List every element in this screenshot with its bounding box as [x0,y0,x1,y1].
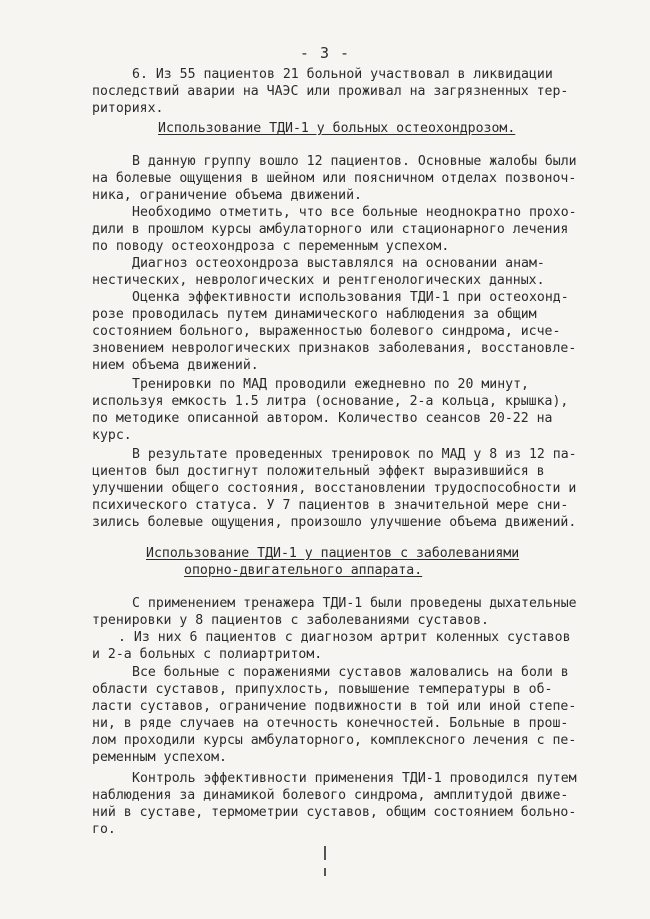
text-line: зновением неврологических признаков заболевания, восстановле- [92,341,577,356]
text-line: нием объема движений. [92,358,259,373]
text-line: Тренировки по МАД проводили ежедневно по 20 минут, [132,377,529,392]
text-line: С применением тренажера ТДИ-1 были проведены дыхательные [132,596,577,611]
text-line: розе проводилась путем динамического наблюдения за общим [92,307,537,322]
text-line: ласти суставов, ограничение подвижности в той или иной степе- [92,699,577,714]
text-line: нестических, неврологических и рентгенологических данных. [92,273,545,288]
text-line: ни, в ряде случаев на отечность конечностей. Больные в прош- [92,716,569,731]
text-line: ника, ограничение объема движений. [92,188,362,203]
text-line: циентов был достигнут положительный эффект выразившийся в [92,464,545,479]
text-line: . Из них 6 пациентов с диагнозом артрит коленных суставов [118,630,571,645]
text-line: В результате проведенных тренировок по МАД у 8 из 12 па- [132,447,577,462]
text-line: наблюдения за динамикой болевого синдрома, амплитудой движе- [92,788,569,803]
text-line: Оценка эффективности использования ТДИ-1 при остеохонд- [132,290,569,305]
text-line: Необходимо отметить, что все больные неоднократно прохо- [132,205,577,220]
text-line: используя емкость 1.5 литра (основание, 2-а кольца, крышка), [92,394,569,409]
text-line: курс. [92,428,132,443]
text-line: последствий аварии на ЧАЭС или проживал на загрязненных тер- [92,84,569,99]
text-line: Все больные с поражениями суставов жаловались на боли в [132,665,569,680]
ink-mark [324,868,326,876]
text-line: дили в прошлом курсы амбулаторного или стационарного лечения [92,222,569,237]
text-line: ний в суставе, термометрии суставов, общим состоянием больно- [92,805,577,820]
text-line: риториях. [92,101,164,116]
text-line: по методике описанной автором. Количество сеансов 20-22 на [92,411,553,426]
text-line: психического статуса. У 7 пациентов в значительной мере сни- [92,498,569,513]
text-line: зились болевые ощущения, произошло улучшение объема движений. [92,515,577,530]
text-line: Диагноз остеохондроза выставлялся на основании анам- [132,256,545,271]
text-line: лом проходили курсы амбулаторного, комплексного лечения с пе- [92,733,577,748]
text-line: В данную группу вошло 12 пациентов. Основные жалобы были [132,154,577,169]
section-heading: опорно-двигательного аппарата. [184,563,423,578]
text-line: 6. Из 55 пациентов 21 больной участвовал в ликвидации [132,67,553,82]
section-heading: Использование ТДИ-1 у пациентов с заболеваниями [146,546,520,561]
section-heading: Использование ТДИ-1 у больных остеохондрозом. [158,121,516,136]
text-line: на болевые ощущения в шейном или поясничном отделах позвоноч- [92,171,577,186]
text-line: го. [92,822,116,837]
ink-mark [324,846,326,860]
text-line: по поводу остеохондроза с переменным успехом. [92,239,450,254]
text-line: и 2-а больных с полиартритом. [92,647,323,662]
text-line: тренировки у 8 пациентов с заболеваниями суставов. [92,613,489,628]
text-line: состоянием больного, выраженностью болевого синдрома, исче- [92,324,561,339]
text-line: улучшении общего состояния, восстановлении трудоспособности и [92,481,577,496]
text-line: Контроль эффективности применения ТДИ-1 проводился путем [132,771,577,786]
text-line: области суставов, припухлость, повышение температуры в об- [92,682,553,697]
page-number: - 3 - [299,44,351,62]
text-line: ременным успехом. [92,750,227,765]
